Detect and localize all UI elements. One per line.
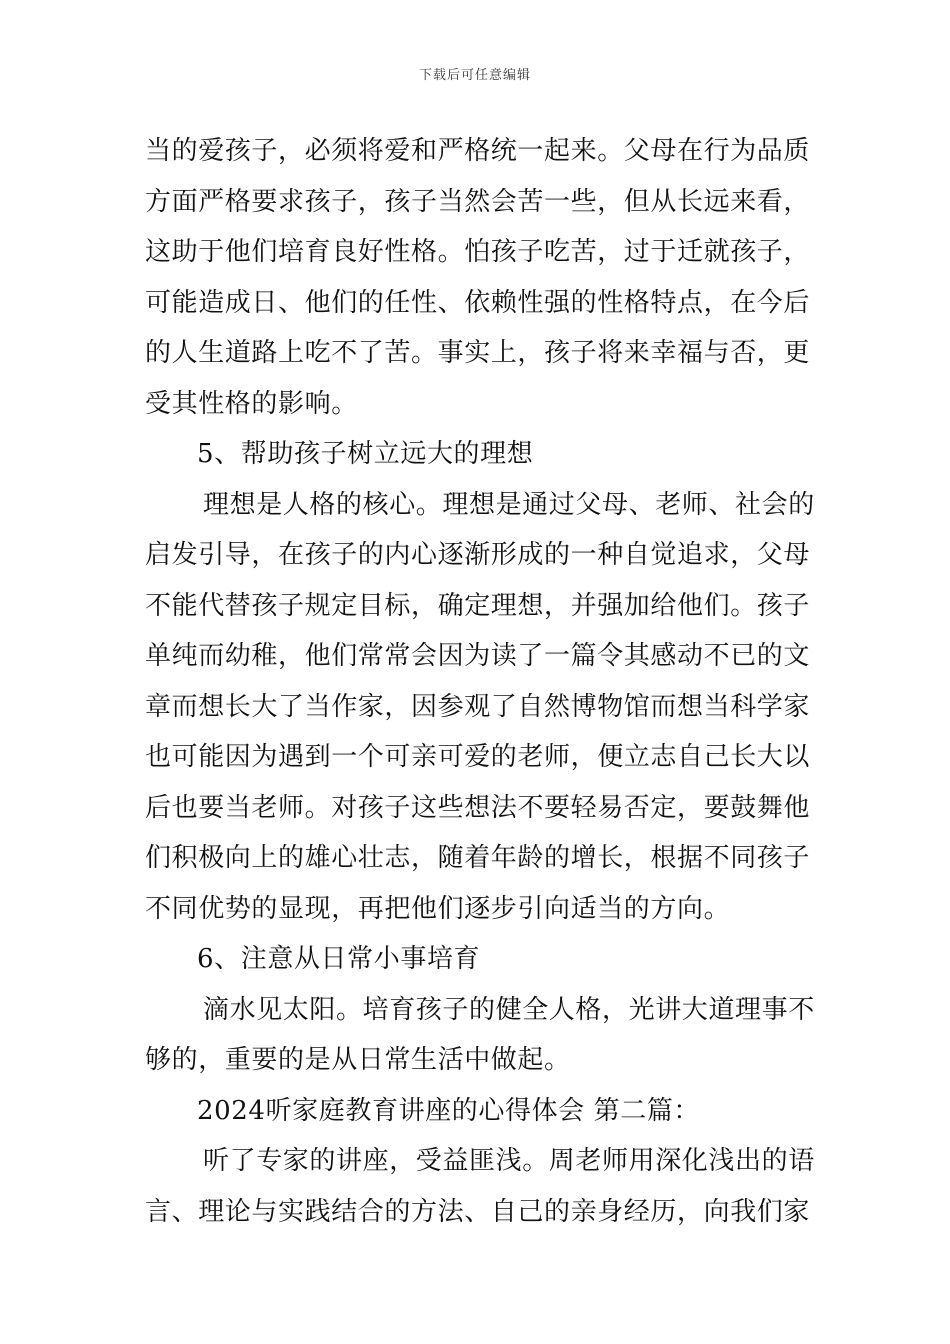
text-line: 滴水见太阳。培育孩子的健全人格，光讲大道理事不	[203, 994, 815, 1025]
text-line: 也可能因为遇到一个可亲可爱的老师，便立志自己长大以	[145, 742, 811, 772]
text-line: 不同优势的显现，再把他们逐步引向适当的方向。	[145, 893, 731, 924]
text-line: 当的爱孩子，必须将爱和严格统一起来。父母在行为品质	[145, 136, 811, 166]
text-line: 方面严格要求孩子，孩子当然会苦一些，但从长远来看，	[145, 186, 811, 217]
text-line: 后也要当老师。对孩子这些想法不要轻易否定，要鼓舞他	[145, 792, 811, 823]
section-heading: 2024听家庭教育讲座的心得体会 第二篇：	[197, 1095, 701, 1126]
text-line: 够的，重要的是从日常生活中做起。	[145, 1045, 571, 1075]
text-line: 们积极向上的雄心壮志，随着年龄的增长，根据不同孩子	[145, 843, 811, 873]
section-heading: 5、帮助孩子树立远大的理想	[197, 439, 534, 469]
text-line: 单纯而幼稚，他们常常会因为读了一篇令其感动不已的文	[145, 641, 811, 671]
text-line: 言、理论与实践结合的方法、自己的亲身经历，向我们家	[145, 1196, 811, 1227]
document-body	[145, 126, 815, 1237]
text-line: 听了专家的讲座，受益匪浅。周老师用深化浅出的语	[203, 1146, 815, 1176]
text-line: 章而想长大了当作家，因参观了自然博物馆而想当科学家	[145, 691, 811, 722]
page-header: 下载后可任意编辑	[418, 68, 531, 83]
text-line: 这助于他们培育良好性格。怕孩子吃苦，过于迁就孩子，	[145, 237, 811, 267]
text-line: 可能造成日、他们的任性、依赖性强的性格特点，在今后	[145, 287, 811, 318]
text-line: 理想是人格的核心。理想是通过父母、老师、社会的	[203, 489, 815, 520]
text-line: 启发引导，在孩子的内心逐渐形成的一种自觉追求，父母	[145, 540, 811, 570]
text-line: 受其性格的影响。	[145, 388, 358, 419]
text-line: 的人生道路上吃不了苦。事实上，孩子将来幸福与否，更	[145, 338, 811, 368]
section-heading: 6、注意从日常小事培育	[197, 944, 481, 974]
text-line: 不能代替孩子规定目标，确定理想，并强加给他们。孩子	[145, 590, 811, 621]
